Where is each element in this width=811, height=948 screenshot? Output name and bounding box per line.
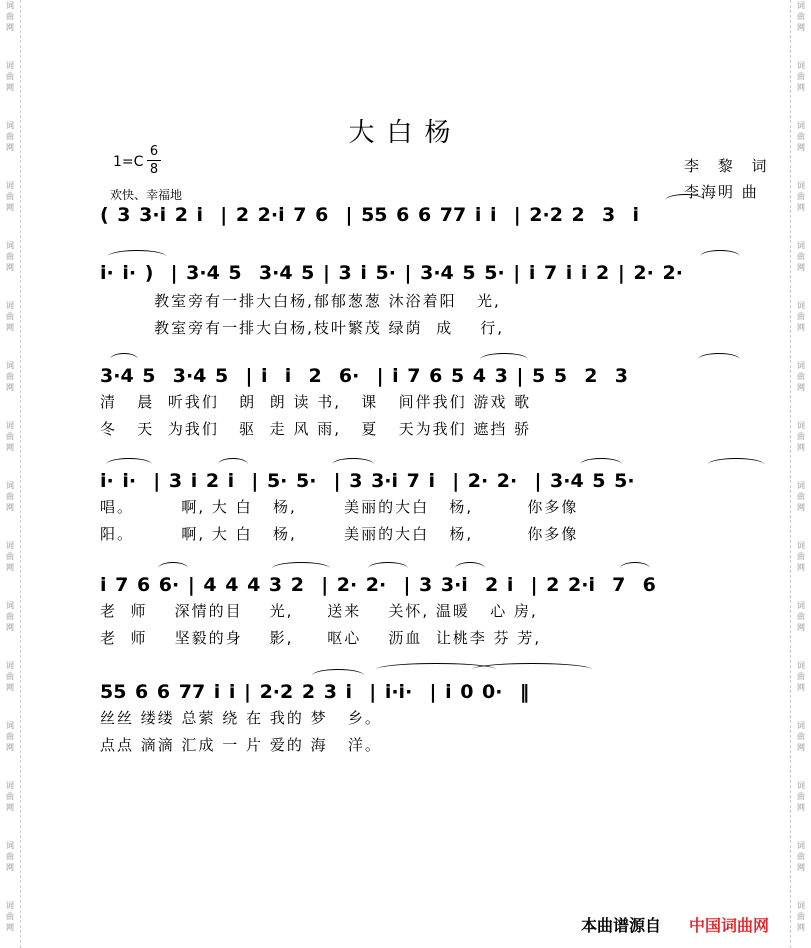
notation-line: 3·4 5 3·4 5 | i i 2 6· | i 7 6 5 4 3 | 5 5 2 3 bbox=[100, 365, 628, 387]
watermark-text: 词 曲 网 bbox=[6, 841, 14, 872]
watermark-text: 词 曲 网 bbox=[797, 601, 805, 632]
watermark-text: 词 曲 网 bbox=[6, 661, 14, 692]
watermark-text: 词 曲 网 bbox=[6, 481, 14, 512]
watermark-text: 词 曲 网 bbox=[6, 181, 14, 212]
lyrics-verse-1: 教室旁有一排大白杨,郁郁葱葱 沐浴着阳 光, bbox=[100, 292, 501, 310]
lyrics-verse-2: 点点 滴滴 汇成 一 片 爱的 海 洋。 bbox=[100, 736, 382, 754]
watermark-text: 词 曲 网 bbox=[6, 901, 14, 932]
watermark-text: 词 曲 网 bbox=[797, 301, 805, 332]
watermark-text: 词 曲 网 bbox=[797, 421, 805, 452]
watermark-text: 词 曲 网 bbox=[6, 121, 14, 152]
watermark-text: 词 曲 网 bbox=[6, 361, 14, 392]
lyrics-verse-1: 丝丝 缕缕 总萦 绕 在 我的 梦 乡。 bbox=[100, 709, 382, 727]
notation-line: 55 6 6 77 i i | 2·2 2 3 i | i·i· | i 0 0· ‖ bbox=[100, 681, 530, 703]
key-signature: 1=C bbox=[113, 154, 144, 170]
composer-credit: 李海明 曲 bbox=[684, 183, 759, 201]
tie-slur bbox=[700, 250, 740, 263]
watermark-text: 词 曲 网 bbox=[6, 721, 14, 752]
lyrics-verse-1: 老 师 深情的目 光, 送来 关怀, 温暖 心 房, bbox=[100, 602, 538, 620]
lyrics-verse-2: 冬 天 为我们 驱 走 风 雨, 夏 天为我们 遮挡 骄 bbox=[100, 420, 532, 438]
watermark-text: 词 曲 网 bbox=[797, 361, 805, 392]
watermark-text: 词 曲 网 bbox=[797, 541, 805, 572]
watermark-text: 词 曲 网 bbox=[797, 1, 805, 32]
song-title: 大白杨 bbox=[348, 118, 463, 148]
watermark-text: 词 曲 网 bbox=[797, 781, 805, 812]
lyrics-verse-1: 唱。 啊, 大 白 杨, 美丽的大白 杨, 你多像 bbox=[100, 498, 579, 516]
lyrics-verse-1: 清 晨 听我们 朗 朗 读 书, 课 间伴我们 游戏 歌 bbox=[100, 393, 532, 411]
watermark-text: 词 曲 网 bbox=[797, 661, 805, 692]
notation-line: ( 3 3·i 2 i | 2 2·i 7 6 | 55 6 6 77 i i | 2·2 2 3 i bbox=[100, 204, 639, 226]
watermark-text: 词 曲 网 bbox=[6, 601, 14, 632]
watermark-text: 词 曲 网 bbox=[6, 421, 14, 452]
watermark-text: 词 曲 网 bbox=[797, 901, 805, 932]
watermark-text: 词 曲 网 bbox=[6, 541, 14, 572]
source-label: 本曲谱源自 bbox=[581, 916, 662, 935]
time-signature-bottom: 8 bbox=[149, 162, 159, 177]
lyrics-verse-2: 教室旁有一排大白杨,枝叶繁茂 绿荫 成 行, bbox=[100, 319, 505, 337]
time-signature-top: 6 bbox=[149, 144, 159, 159]
watermark-text: 词 曲 网 bbox=[6, 781, 14, 812]
tie-slur bbox=[472, 663, 592, 676]
notation-line: i· i· | 3 i 2 i | 5· 5· | 3 3·i 7 i | 2· 2· | 3·4 5 5· bbox=[100, 470, 635, 492]
site-name-link[interactable]: 中国词曲网 bbox=[689, 916, 770, 935]
watermark-text: 词 曲 网 bbox=[6, 241, 14, 272]
time-signature-divider bbox=[147, 160, 161, 161]
watermark-text: 词 曲 网 bbox=[797, 181, 805, 212]
tie-slur bbox=[665, 194, 705, 207]
watermark-text: 词 曲 网 bbox=[797, 721, 805, 752]
watermark-text: 词 曲 网 bbox=[797, 121, 805, 152]
watermark-text: 词 曲 网 bbox=[797, 841, 805, 872]
watermark-text: 词 曲 网 bbox=[6, 1, 14, 32]
notation-line: i 7 6 6· | 4 4 4 3 2 | 2· 2· | 3 3·i 2 i | 2 2·i 7 6 bbox=[100, 574, 656, 596]
lyricist-credit: 李 黎 词 bbox=[684, 157, 774, 175]
watermark-text: 词 曲 网 bbox=[797, 481, 805, 512]
watermark-text: 词 曲 网 bbox=[6, 61, 14, 92]
tempo-marking: 欢快、幸福地 bbox=[110, 188, 183, 202]
watermark-text: 词 曲 网 bbox=[797, 61, 805, 92]
watermark-text: 词 曲 网 bbox=[797, 241, 805, 272]
notation-line: i· i· ) | 3·4 5 3·4 5 | 3 i 5· | 3·4 5 5· | i 7 i i 2 | 2· 2· bbox=[100, 262, 683, 284]
watermark-text: 词 曲 网 bbox=[6, 301, 14, 332]
lyrics-verse-2: 阳。 啊, 大 白 杨, 美丽的大白 杨, 你多像 bbox=[100, 525, 579, 543]
lyrics-verse-2: 老 师 坚毅的身 影, 呕心 沥血 让桃李 芬 芳, bbox=[100, 629, 542, 647]
time-signature bbox=[146, 144, 162, 177]
